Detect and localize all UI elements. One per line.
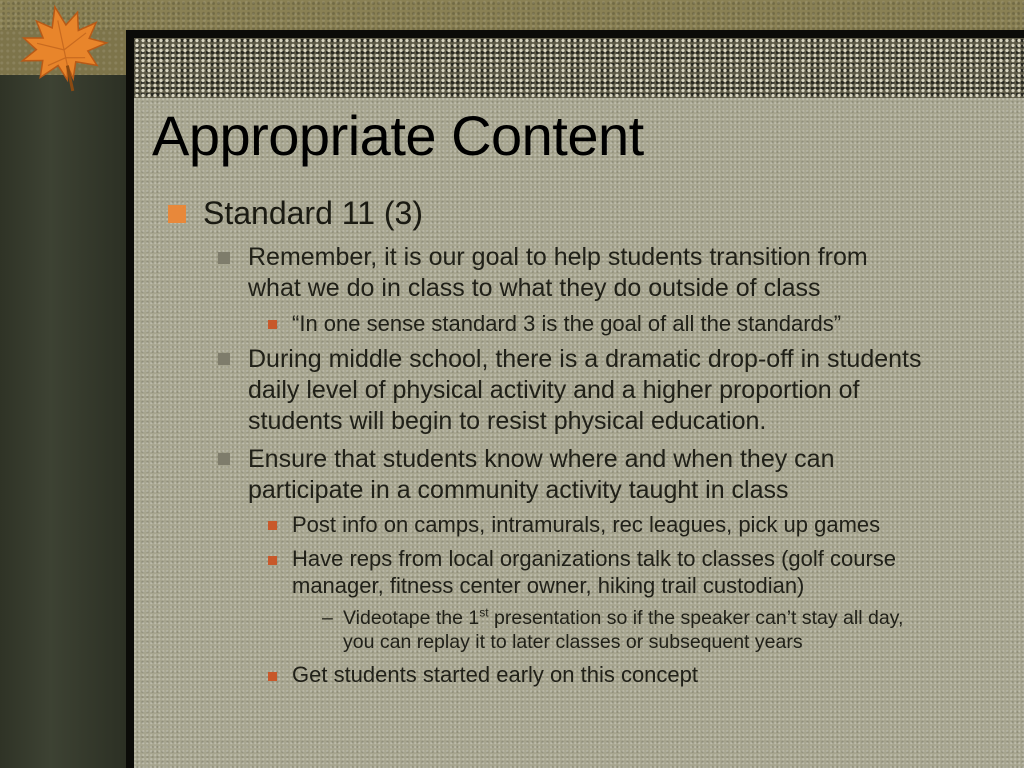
bullet-level3-text: “In one sense standard 3 is the goal of all the standards” [292,311,842,336]
bullet-level3-text-cont: manager, fitness center owner, hiking trail custodian) [292,573,805,598]
bullet-square-orange [168,205,186,223]
bullet-level2-text-cont: daily level of physical activity and a higher proportion of [248,376,860,404]
bullet-level3-text: Post info on camps, intramurals, rec leagues, pick up games [292,512,881,537]
dash-bullet: – [322,607,333,629]
slide-title: Appropriate Content [152,104,644,167]
bullet-square-gray [218,252,230,264]
bullet-square-red [268,320,277,329]
bullet-level2-text: Ensure that students know where and when they can [248,445,835,473]
bullet-level2-text-cont: participate in a community activity taught in class [248,476,789,504]
bullet-level4-text-post: presentation so if the speaker can’t stay all day, [488,607,904,629]
bullet-square-gray [218,453,230,465]
bullet-level2-text: During middle school, there is a dramatic drop-off in students [248,345,922,373]
bullet-level2-text-cont: students will begin to resist physical education. [248,407,767,435]
bullet-square-red [268,672,277,681]
bullet-square-red [268,556,277,565]
bullet-square-gray [218,353,230,365]
bullet-level4-text-cont: you can replay it to later classes or subsequent years [343,631,803,653]
bullet-level3-text: Get students started early on this concept [292,662,699,687]
bullet-level2-text: Remember, it is our goal to help students transition from [248,243,868,271]
bullet-level4-text [343,606,903,631]
bullet-level3-text: Have reps from local organizations talk to classes (golf course [292,546,897,571]
bullet-level2-text-cont: what we do in class to what they do outside of class [248,274,821,302]
bullet-level1-text: Standard 11 (3) [203,195,423,231]
ordinal-superscript: st [479,605,489,620]
bullet-level4-text-pre: Videotape the 1 [343,607,480,629]
bullet-square-red [268,521,277,530]
